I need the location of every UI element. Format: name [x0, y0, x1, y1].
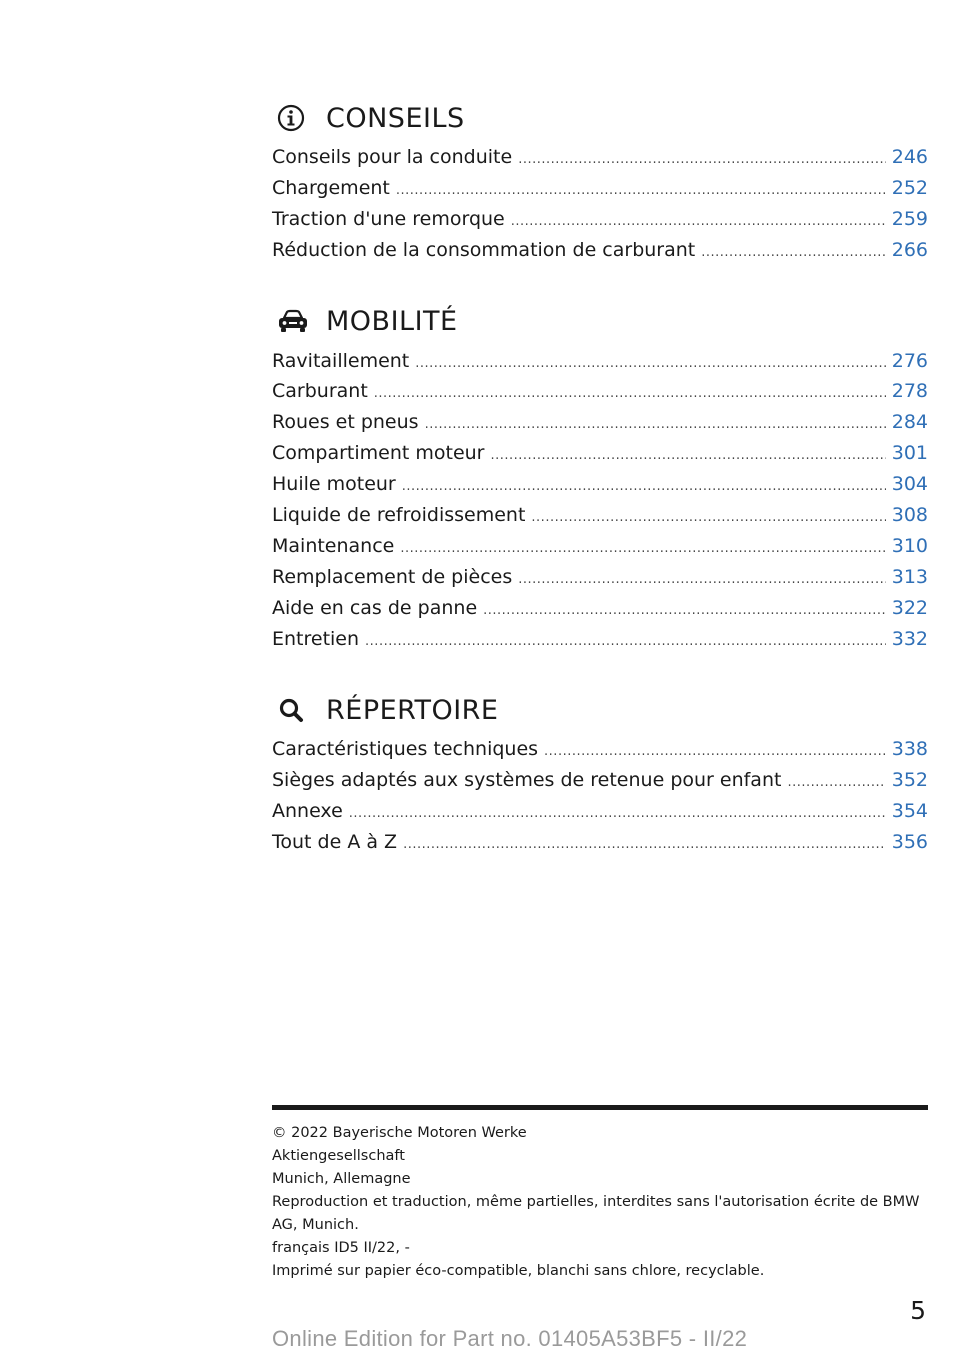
page-link[interactable]: 310	[891, 534, 928, 557]
entry-label: Maintenance	[272, 534, 395, 557]
dot-leader	[483, 603, 886, 618]
footer-line: français ID5 II/22, -	[272, 1240, 410, 1256]
toc-entry[interactable]	[272, 208, 928, 239]
section-repertoire	[272, 688, 928, 862]
footer-divider	[272, 1105, 928, 1110]
footer-line: Aktiengesellschaft	[272, 1148, 405, 1164]
entry-label: Traction d'une remorque	[272, 207, 505, 230]
footer-line: Munich, Allemagne	[272, 1171, 411, 1187]
page-link[interactable]: 301	[891, 442, 928, 465]
page-link[interactable]: 276	[891, 349, 928, 372]
page-link[interactable]: 266	[891, 238, 928, 261]
page-number: 5	[910, 1296, 926, 1325]
page-link[interactable]: 304	[891, 473, 928, 496]
entry-label: Liquide de refroidissement	[272, 504, 526, 527]
dot-leader	[400, 541, 885, 556]
entry-label: Remplacement de pièces	[272, 565, 513, 588]
toc-entry[interactable]	[272, 738, 928, 769]
dot-leader	[403, 837, 886, 852]
dot-leader	[425, 417, 886, 432]
toc-entry[interactable]	[272, 380, 928, 411]
page-link[interactable]: 308	[891, 504, 928, 527]
page-link[interactable]: 352	[891, 769, 928, 792]
page-link[interactable]: 284	[891, 411, 928, 434]
section-title: CONSEILS	[326, 102, 465, 134]
toc-entry[interactable]	[272, 177, 928, 208]
footer-line: Reproduction et traduction, même partielles, interdites sans l'autorisation écrite de BMW AG, Munich.	[272, 1194, 920, 1233]
page-link[interactable]: 259	[891, 207, 928, 230]
section-title: RÉPERTOIRE	[326, 694, 499, 726]
section-header	[272, 688, 928, 732]
toc-entry[interactable]	[272, 800, 928, 831]
toc-entry[interactable]	[272, 566, 928, 597]
dot-leader	[402, 479, 886, 494]
entry-label: Carburant	[272, 380, 368, 403]
imprint-footer	[272, 1122, 928, 1283]
page-link[interactable]: 246	[891, 146, 928, 168]
entry-label: Caractéristiques techniques	[272, 738, 539, 761]
page-link[interactable]: 278	[891, 380, 928, 403]
entry-label: Réduction de la consommation de carburant	[272, 238, 696, 261]
section-conseils	[272, 96, 928, 270]
dot-leader	[396, 183, 886, 198]
page-link[interactable]: 338	[891, 738, 928, 761]
entry-label: Entretien	[272, 627, 360, 650]
dot-leader	[544, 744, 886, 759]
dot-leader	[374, 386, 886, 401]
toc-entry[interactable]	[272, 504, 928, 535]
page-link[interactable]: 332	[891, 627, 928, 650]
footer-line: Imprimé sur papier éco-compatible, blanchi sans chlore, recyclable.	[272, 1263, 765, 1279]
entry-label: Conseils pour la conduite	[272, 146, 513, 168]
footer-line: © 2022 Bayerische Motoren Werke	[272, 1125, 527, 1141]
page-link[interactable]: 322	[891, 596, 928, 619]
dot-leader	[518, 152, 886, 167]
info-icon	[276, 98, 316, 138]
watermark: Online Edition for Part no. 01405A53BF5 - II/22	[272, 1326, 748, 1351]
dot-leader	[531, 510, 885, 525]
toc-entry[interactable]	[272, 597, 928, 628]
page-link[interactable]: 313	[891, 565, 928, 588]
section-title: MOBILITÉ	[326, 306, 458, 338]
car-icon	[276, 302, 316, 342]
toc-entry[interactable]	[272, 350, 928, 381]
dot-leader	[365, 634, 886, 649]
entry-label: Chargement	[272, 176, 390, 199]
toc-entry[interactable]	[272, 442, 928, 473]
dot-leader	[787, 775, 885, 790]
toc-entry[interactable]	[272, 535, 928, 566]
search-icon	[276, 690, 316, 730]
dot-leader	[518, 572, 885, 587]
toc-entry[interactable]	[272, 411, 928, 442]
entry-label: Tout de A à Z	[272, 831, 398, 854]
entry-label: Ravitaillement	[272, 349, 410, 372]
entry-label: Huile moteur	[272, 473, 396, 496]
toc-entry[interactable]	[272, 831, 928, 862]
page-link[interactable]: 354	[891, 800, 928, 823]
toc-entry[interactable]	[272, 146, 928, 177]
section-mobilite	[272, 300, 928, 659]
toc-entry[interactable]	[272, 769, 928, 800]
toc-entry[interactable]	[272, 628, 928, 659]
section-header	[272, 96, 928, 140]
entry-label: Aide en cas de panne	[272, 596, 478, 619]
dot-leader	[701, 245, 885, 260]
toc-entry[interactable]	[272, 473, 928, 504]
page-link[interactable]: 356	[891, 831, 928, 854]
entry-label: Compartiment moteur	[272, 442, 485, 465]
dot-leader	[415, 356, 885, 371]
entry-label: Sièges adaptés aux systèmes de retenue pour enfant	[272, 769, 782, 792]
page-link[interactable]: 252	[891, 176, 928, 199]
entry-label: Roues et pneus	[272, 411, 419, 434]
dot-leader	[491, 448, 886, 463]
entry-label: Annexe	[272, 800, 343, 823]
dot-leader	[349, 806, 886, 821]
toc-entry[interactable]	[272, 239, 928, 270]
dot-leader	[511, 214, 886, 229]
table-of-contents	[272, 96, 928, 892]
section-header	[272, 300, 928, 344]
